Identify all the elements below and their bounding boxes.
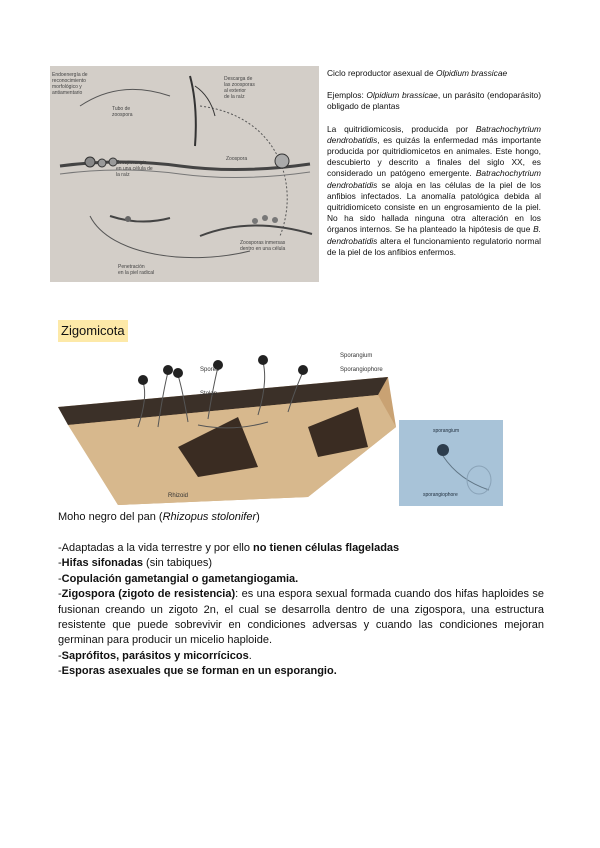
- section-heading-zigomicota: Zigomicota: [58, 320, 128, 342]
- label-micrograph-sporangium: sporangium: [433, 428, 460, 434]
- label-stolon: Stolon: [200, 391, 218, 397]
- olpidium-life-cycle-figure: [50, 66, 319, 282]
- label-rhizoid: Rhizoid: [168, 493, 189, 499]
- figure1-label-zoospora: Zoospora: [226, 156, 248, 162]
- figure1-label-middle-left: Zoosporangio en una célula de la raíz: [116, 160, 153, 178]
- figure1-label-tube: Tubo de zoospora: [112, 106, 133, 118]
- label-sporangium: Sporangium: [340, 353, 373, 359]
- figure1-caption: Ciclo reproductor asexual de Olpidium brassicae: [327, 68, 508, 78]
- bread-mold-figure: [58, 347, 396, 505]
- label-micrograph-sporangiophore: sporangiophore: [423, 492, 458, 498]
- list-item: -Esporas asexuales que se forman en un esporangio.: [58, 665, 337, 678]
- list-item: -Adaptadas a la vida terrestre y por ello no tienen células flageladas: [58, 542, 400, 554]
- examples-paragraph: Ejemplos: Olpidium brassicae, un parásito (endoparásito) obligado de plantas: [327, 90, 541, 112]
- olpidium-text-column: [327, 68, 541, 269]
- bread-mold-caption: Moho negro del pan (Rhizopus stolonifer): [58, 511, 260, 523]
- figure1-label-bottom-left: Penetración en la piel radical: [118, 264, 155, 276]
- quitridiomicosis-paragraph: La quitridiomicosis, producida por Batrachochytrium dendrobatidis, es quizás la enfermedad más importante producida por quitridiomicetos en animales. Este hongo, descubierto y descrito a finales del siglo XX, es considerado un patógeno emergente. Batrachochytrium dendrobatidis se aloja en las células de la piel de los anfibios infectados. La anomalía patológica debida al quitridiomiceto consiste en un engrosamiento de la piel. No ha sido hallada ninguna otra alteración en los órganos internos. Se ha planteado la hipótesis de que B. dendrobatidis altera el funcionamiento regulatorio normal de la piel de los anfibios enfermos.: [327, 123, 541, 257]
- label-sporangiophore: Sporangiophore: [340, 367, 383, 373]
- figure1-label-top-left: Endoenergía de reconocimiento morfológico y antiamentario: [52, 72, 88, 96]
- label-spores: Spores: [200, 367, 220, 373]
- figure1-label-bottom-right: Zoosporas inmersas dentro en una célula: [240, 240, 286, 252]
- list-item: -Hifas sifonadas (sin tabiques): [58, 557, 213, 570]
- zigomicota-features-list: [58, 541, 544, 680]
- sporangium-micrograph: [399, 420, 503, 506]
- list-item: -Saprófitos, parásitos y micorrícicos.: [58, 649, 252, 662]
- figure1-label-top-center: Descarga de las zoosporas al exterior de la raíz: [224, 76, 255, 100]
- list-item: -Zigospora (zigoto de resistencia): es una espora sexual formada cuando dos hifas haploides se fusionan creando un zigoto 2n, el cual se desarrolla dentro de una zigospora, una estructura resistente que puede sobrevivir en condiciones adversas y cuando las condiciones mejoran germinan para producir un micelio haploide.: [58, 588, 545, 647]
- list-item: -Copulación gametangial o gametangiogamia.: [58, 572, 299, 585]
